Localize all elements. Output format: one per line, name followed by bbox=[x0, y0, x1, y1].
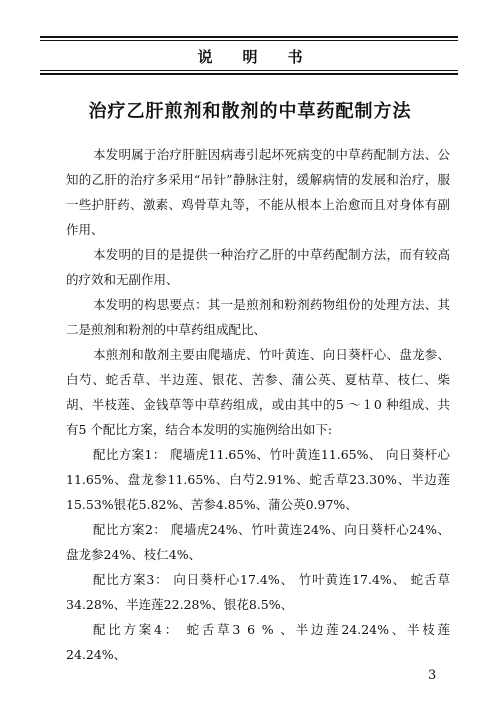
paragraph-key-points: 本发明的构思要点：其一是煎剂和粉剂药物组份的处理方法、其二是煎剂和粉剂的中草药组成配比、 bbox=[66, 297, 450, 337]
header-rule-bottom-thin bbox=[40, 70, 458, 71]
ratio-scheme-3: 配比方案3： 向日葵杆心17.4%、 竹叶黄连17.4%、 蛇舌草34.28%、半连莲22.28%、银花8.5%、 bbox=[66, 572, 450, 612]
paragraph-composition: 本煎剂和散剂主要由爬墙虎、竹叶黄连、向日葵杆心、盘龙参、白芍、蛇舌草、半边莲、银花、苦参、蒲公英、夏枯草、枝仁、柴胡、半枝莲、金钱草等中草药组成，或由其中的5 ～１0 种组成、共有5 个配比方案，结合本发明的实施例给出如下: bbox=[66, 347, 450, 437]
document-body bbox=[66, 142, 450, 667]
header-rule-bottom-thick bbox=[40, 73, 458, 75]
document-title: 治疗乙肝煎剂和散剂的中草药配制方法 bbox=[88, 101, 412, 122]
ratio-scheme-4: 配比方案4： 蛇舌草3 6 % 、半边莲24.24%、半枝莲24.24%、 bbox=[66, 622, 450, 662]
document-header: 说明书 bbox=[197, 48, 333, 66]
ratio-scheme-1: 配比方案1： 爬墙虎11.65%、竹叶黄连11.65%、 向日葵杆心11.65%、盘龙参11.65%、白芍2.91%、蛇舌草23.30%、半边莲15.53%银花5.82%、苦参4.85%、蒲公英0.97%、 bbox=[66, 447, 450, 512]
paragraph-field-background: 本发明属于治疗肝脏因病毒引起坏死病变的中草药配制方法、公知的乙肝的治疗多采用“吊针”静脉注射，缓解病情的发展和治疗，服一些护肝药、激素、鸡骨草丸等，不能从根本上治愈而且对身体有副作用、 bbox=[66, 147, 450, 237]
header-rule-top-thick bbox=[40, 36, 458, 38]
header-rule-top-thin bbox=[40, 40, 458, 41]
paragraph-purpose: 本发明的目的是提供一种治疗乙肝的中草药配制方法，而有较高的疗效和无副作用、 bbox=[66, 247, 450, 287]
ratio-scheme-2: 配比方案2： 爬墙虎24%、竹叶黄连24%、向日葵杆心24%、 盘龙参24%、枝仁4%、 bbox=[66, 522, 450, 562]
page-number: 3 bbox=[428, 668, 437, 683]
